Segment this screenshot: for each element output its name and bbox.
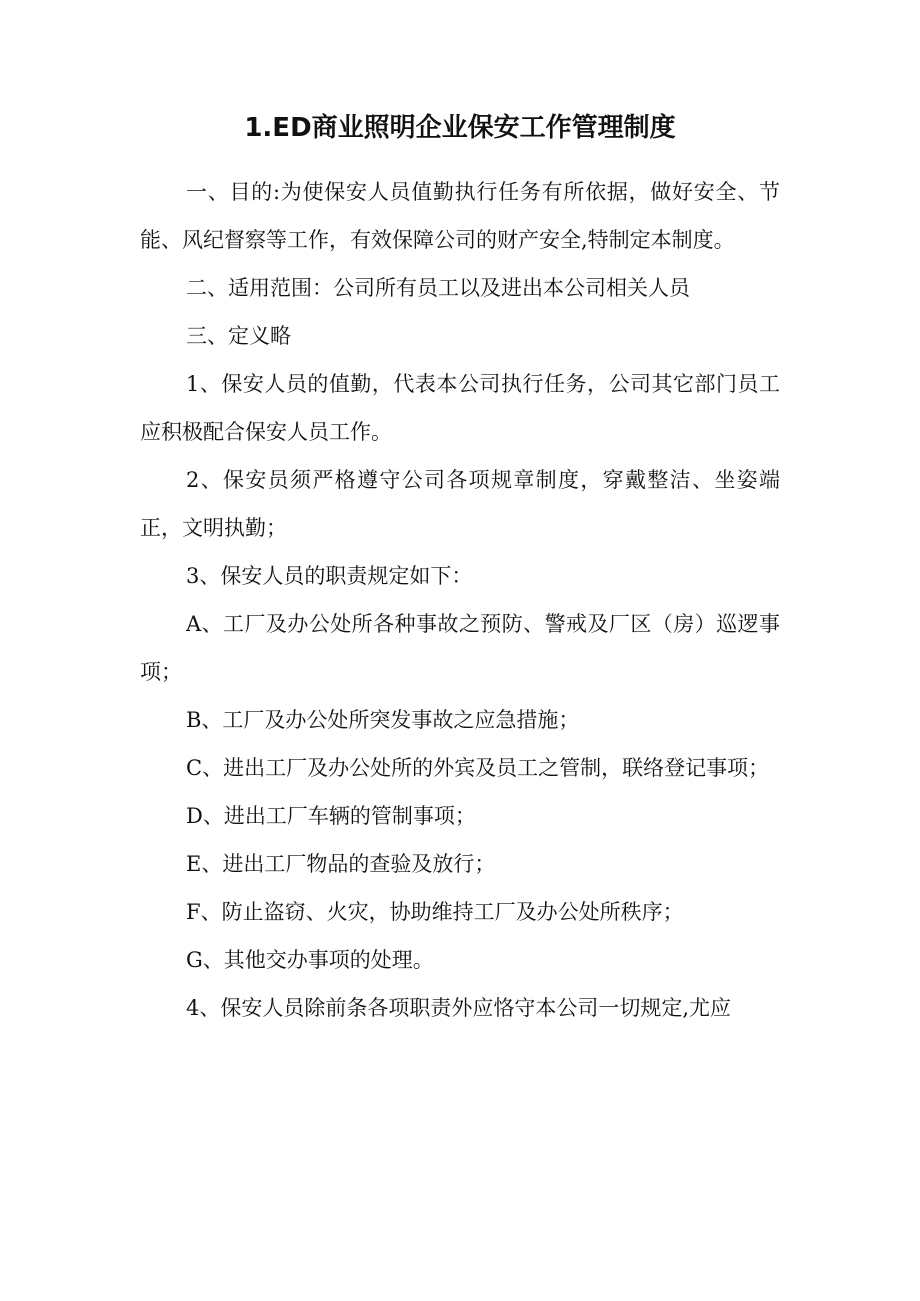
paragraph-item-1: 1、保安人员的值勤，代表本公司执行任务，公司其它部门员工应积极配合保安人员工作。: [140, 372, 780, 444]
paragraph-scope: 二、适用范围：公司所有员工以及进出本公司相关人员: [186, 276, 690, 300]
document-title: 1.ED商业照明企业保安工作管理制度: [244, 113, 676, 143]
paragraph-item-2: 2、保安员须严格遵守公司各项规章制度，穿戴整洁、坐姿端正，文明执勤；: [140, 468, 780, 540]
paragraph-duty-c: C、进出工厂及办公处所的外宾及员工之管制，联络登记事项；: [186, 756, 770, 780]
paragraph-duty-e: E、进出工厂物品的查验及放行；: [186, 852, 496, 876]
paragraph-purpose: 一、目的:为使保安人员值勤执行任务有所依据，做好安全、节能、风纪督察等工作，有效保障公司的财产安全,特制定本制度。: [140, 180, 780, 252]
paragraph-duty-g: G、其他交办事项的处理。: [186, 948, 434, 972]
paragraph-duty-b: B、工厂及办公处所突发事故之应急措施；: [186, 708, 580, 732]
document-body: [140, 168, 780, 1032]
paragraph-duty-f: F、防止盗窃、火灾，协助维持工厂及办公处所秩序；: [186, 900, 684, 924]
paragraph-item-4: 4、保安人员除前条各项职责外应恪守本公司一切规定,尤应: [186, 996, 732, 1020]
paragraph-duty-d: D、进出工厂车辆的管制事项；: [186, 804, 476, 828]
paragraph-definition: 三、定义略: [186, 324, 291, 348]
paragraph-duty-a: A、工厂及办公处所各种事故之预防、警戒及厂区（房）巡逻事项；: [140, 612, 780, 684]
paragraph-item-3: 3、保安人员的职责规定如下：: [186, 564, 473, 588]
